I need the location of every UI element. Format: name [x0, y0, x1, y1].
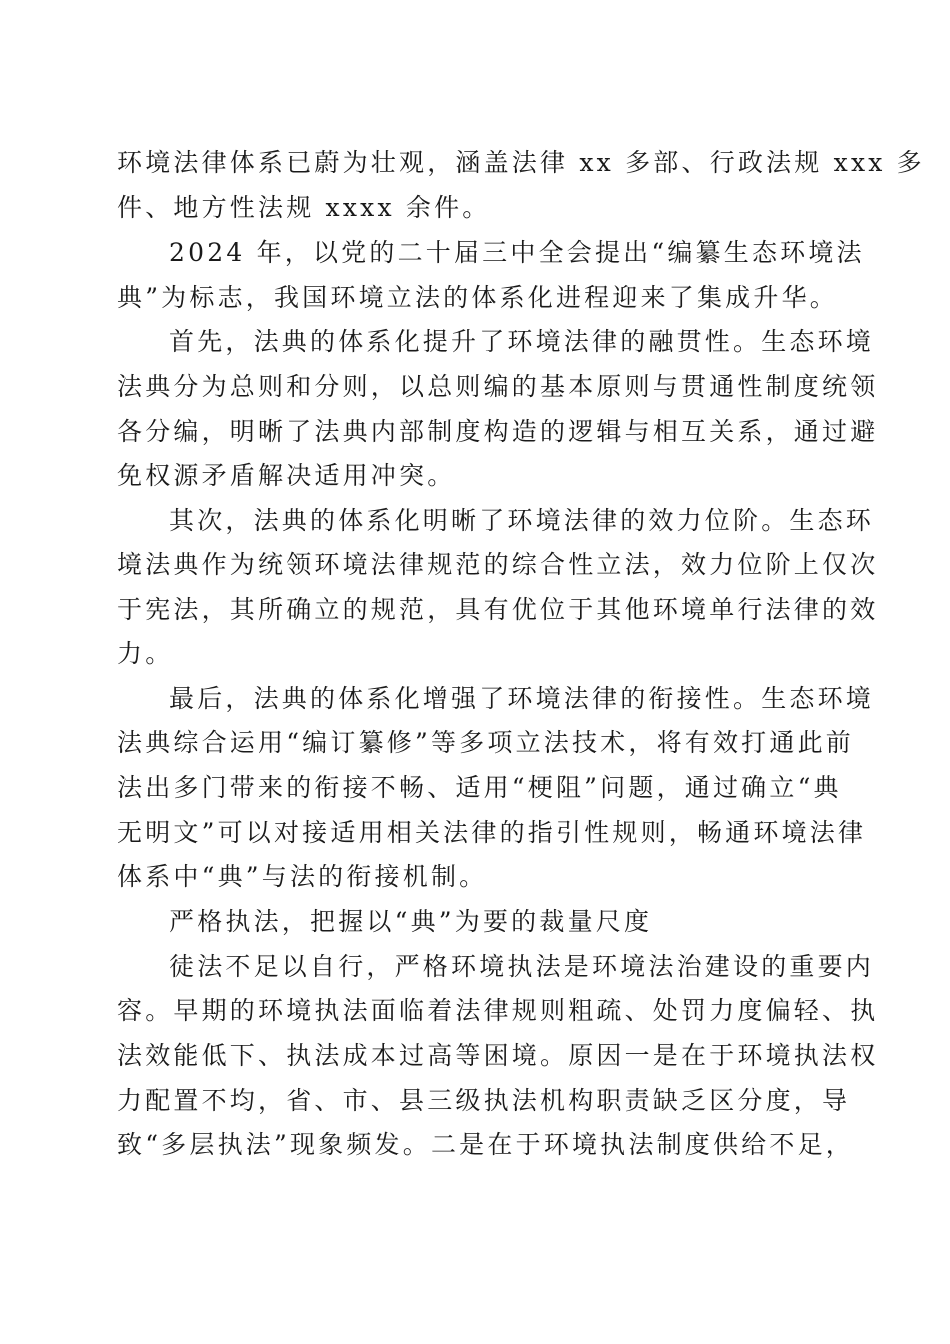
text-line: 最后，法典的体系化增强了环境法律的衔接性。生态环境	[169, 684, 875, 713]
text-line: 2024 年，以党的二十届三中全会提出“编纂生态环境法	[169, 238, 865, 267]
text-line: 免权源矛盾解决适用冲突。	[117, 461, 456, 490]
text-line: 其次，法典的体系化明晰了环境法律的效力位阶。生态环	[169, 506, 875, 535]
text-line: 法出多门带来的衔接不畅、适用“梗阻”问题，通过确立“典	[117, 773, 842, 802]
text-line: 法效能低下、执法成本过高等困境。原因一是在于环境执法权	[117, 1041, 879, 1070]
text-line: 力配置不均，省、市、县三级执法机构职责缺乏区分度，导	[117, 1086, 851, 1115]
text-line: 容。早期的环境执法面临着法律规则粗疏、处罚力度偏轻、执	[117, 996, 879, 1025]
text-line: 法典分为总则和分则，以总则编的基本原则与贯通性制度统领	[117, 372, 879, 401]
text-line: 境法典作为统领环境法律规范的综合性立法，效力位阶上仅次	[117, 550, 879, 579]
text-line: 环境法律体系已蔚为壮观，涵盖法律 xx 多部、行政法规 xxx 多	[117, 148, 925, 177]
text-line: 件、地方性法规 xxxx 余件。	[117, 193, 491, 222]
text-line: 体系中“典”与法的衔接机制。	[117, 862, 488, 891]
text-line: 各分编，明晰了法典内部制度构造的逻辑与相互关系，通过避	[117, 417, 879, 446]
text-line: 典”为标志，我国环境立法的体系化进程迎来了集成升华。	[117, 283, 838, 312]
text-line: 首先，法典的体系化提升了环境法律的融贯性。生态环境	[169, 327, 875, 356]
text-line: 无明文”可以对接适用相关法律的指引性规则，畅通环境法律	[117, 818, 867, 847]
text-line: 力。	[117, 639, 174, 668]
text-line: 于宪法，其所确立的规范，具有优位于其他环境单行法律的效	[117, 595, 879, 624]
text-line: 徒法不足以自行，严格环境执法是环境法治建设的重要内	[169, 952, 875, 981]
text-line: 致“多层执法”现象频发。二是在于环境执法制度供给不足，	[117, 1130, 854, 1159]
section-heading: 严格执法，把握以“典”为要的裁量尺度	[169, 907, 653, 936]
text-line: 法典综合运用“编订纂修”等多项立法技术，将有效打通此前	[117, 728, 854, 757]
